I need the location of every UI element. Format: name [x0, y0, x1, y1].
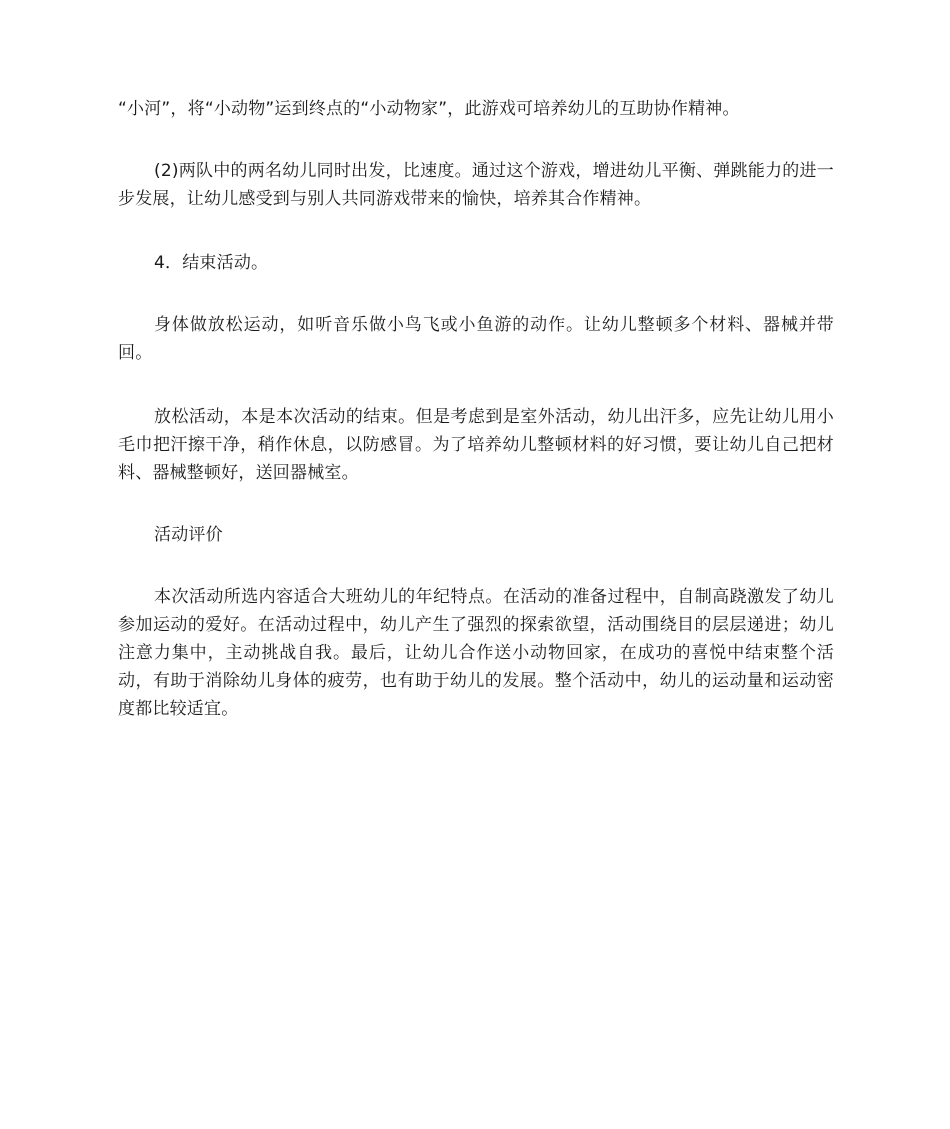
section-heading-evaluation: 活动评价: [154, 525, 223, 545]
section-heading-end-activity: 4．结束活动。: [154, 253, 269, 273]
paragraph-relaxation-notes: 放松活动，本是本次活动的结束。但是考虑到是室外活动，幼儿出汗多，应先让幼儿用小毛巾把汗擦干净，稍作休息，以防感冒。为了培养幼儿整顿材料的好习惯，要让幼儿自己把材料、器械整顿好，送回器械室。: [118, 407, 834, 483]
paragraph-relaxation: 身体做放松运动，如听音乐做小鸟飞或小鱼游的动作。让幼儿整顿多个材料、器械并带回。: [118, 315, 834, 363]
paragraph-game-two: (2)两队中的两名幼儿同时出发，比速度。通过这个游戏，增进幼儿平衡、弹跳能力的进一步发展，让幼儿感受到与别人共同游戏带来的愉快，培养其合作精神。: [118, 161, 834, 209]
paragraph-continuation: “小河”，将“小动物”运到终点的“小动物家”，此游戏可培养幼儿的互助协作精神。: [118, 99, 740, 119]
paragraph-evaluation: 本次活动所选内容适合大班幼儿的年纪特点。在活动的准备过程中，自制高跷激发了幼儿参加运动的爱好。在活动过程中，幼儿产生了强烈的探索欲望，活动围绕目的层层递进；幼儿注意力集中，主动挑战自我。最后，让幼儿合作送小动物回家，在成功的喜悦中结束整个活动，有助于消除幼儿身体的疲劳，也有助于幼儿的发展。整个活动中，幼儿的运动量和运动密度都比较适宜。: [118, 587, 834, 719]
